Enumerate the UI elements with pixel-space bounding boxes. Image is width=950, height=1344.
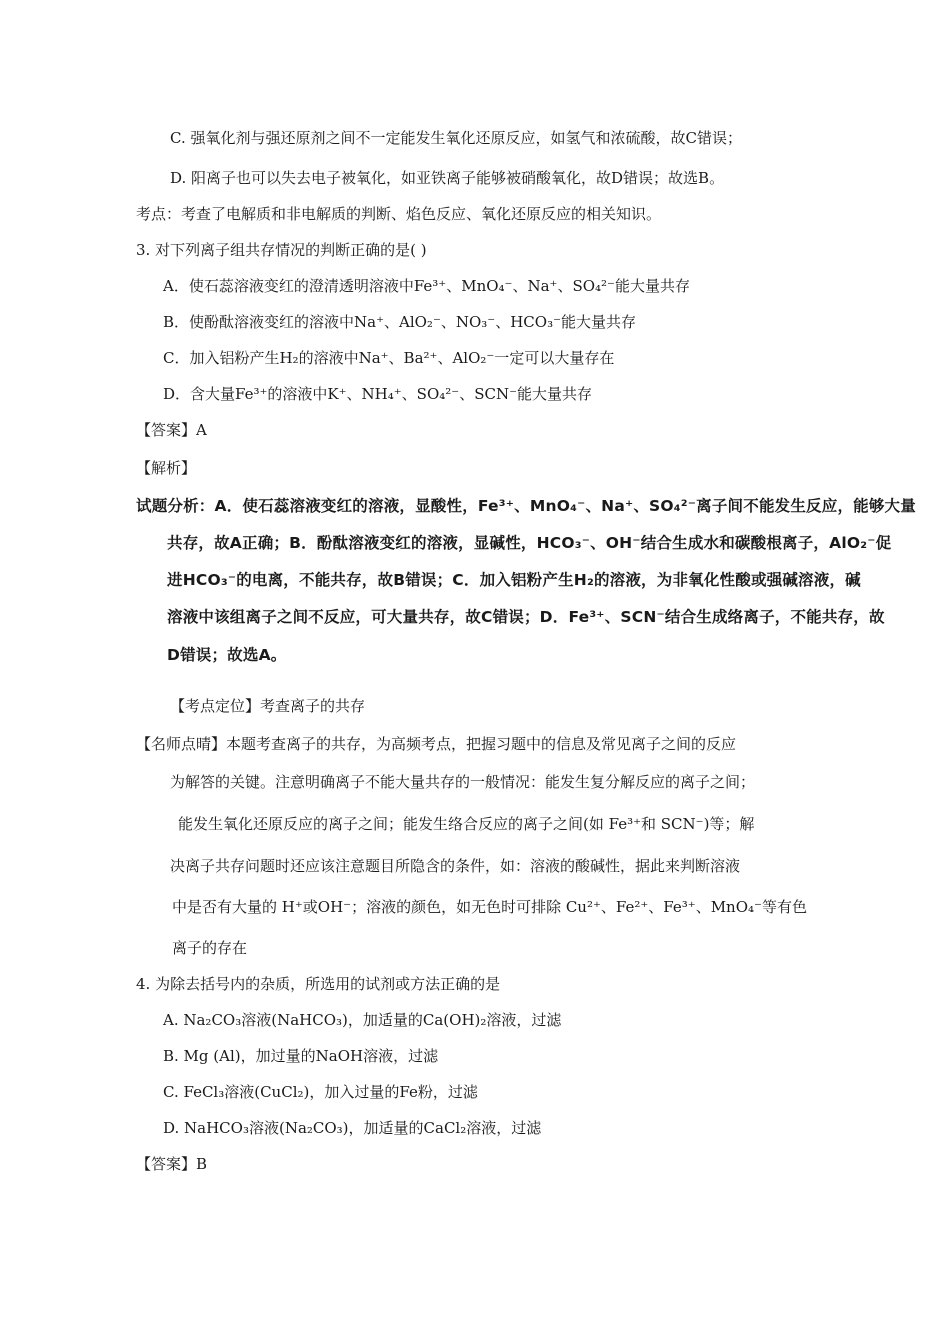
analysis-line-4: 溶液中该组离子之间不反应，可大量共存，故C错误；D．Fe³⁺、SCN⁻结合生成络离子，不能共存，故 <box>167 608 885 626</box>
analysis-heading: 【解析】 <box>136 459 197 477</box>
question-4-option-d: D. NaHCO₃溶液(Na₂CO₃)，加适量的CaCl₂溶液，过滤 <box>163 1119 542 1137</box>
topic-location: 【考点定位】考查离子的共存 <box>170 697 366 715</box>
option-d-explanation: D. 阳离子也可以失去电子被氧化，如亚铁离子能够被硝酸氧化，故D错误；故选B。 <box>170 169 725 187</box>
question-4-answer: 【答案】B <box>136 1155 208 1173</box>
question-4-option-a: A. Na₂CO₃溶液(NaHCO₃)，加适量的Ca(OH)₂溶液，过滤 <box>163 1011 562 1029</box>
analysis-line-5: D错误；故选A。 <box>167 646 287 664</box>
question-4-stem: 4. 为除去括号内的杂质，所选用的试剂或方法正确的是 <box>136 975 501 993</box>
analysis-line-3: 进HCO₃⁻的电离，不能共存，故B错误；C．加入铝粉产生H₂的溶液，为非氧化性酸或强碱溶液，碱 <box>167 571 861 589</box>
question-3-option-a: A．使石蕊溶液变红的澄清透明溶液中Fe³⁺、MnO₄⁻、Na⁺、SO₄²⁻能大量共存 <box>163 277 690 295</box>
teacher-note-line-6: 离子的存在 <box>172 939 248 957</box>
question-4-option-b: B. Mg (Al)，加过量的NaOH溶液，过滤 <box>163 1047 439 1065</box>
analysis-line-1: 试题分析：A．使石蕊溶液变红的溶液，显酸性，Fe³⁺、MnO₄⁻、Na⁺、SO₄²⁻离子间不能发生反应，能够大量 <box>136 497 916 515</box>
question-3-option-d: D．含大量Fe³⁺的溶液中K⁺、NH₄⁺、SO₄²⁻、SCN⁻能大量共存 <box>163 385 592 403</box>
teacher-note-line-1: 【名师点晴】本题考查离子的共存，为高频考点，把握习题中的信息及常见离子之间的反应 <box>136 735 737 753</box>
question-3-option-c: C．加入铝粉产生H₂的溶液中Na⁺、Ba²⁺、AlO₂⁻一定可以大量存在 <box>163 349 615 367</box>
question-3-option-b: B．使酚酞溶液变红的溶液中Na⁺、AlO₂⁻、NO₃⁻、HCO₃⁻能大量共存 <box>163 313 637 331</box>
knowledge-point: 考点：考查了电解质和非电解质的判断、焰色反应、氧化还原反应的相关知识。 <box>136 205 662 223</box>
teacher-note-line-5: 中是否有大量的 H⁺或OH⁻；溶液的颜色，如无色时可排除 Cu²⁺、Fe²⁺、Fe³⁺、MnO₄⁻等有色 <box>172 898 807 916</box>
question-4-option-c: C. FeCl₃溶液(CuCl₂)，加入过量的Fe粉，过滤 <box>163 1083 478 1101</box>
teacher-note-line-2: 为解答的关键。注意明确离子不能大量共存的一般情况：能发生复分解反应的离子之间； <box>170 773 756 791</box>
teacher-note-line-3: 能发生氧化还原反应的离子之间；能发生络合反应的离子之间(如 Fe³⁺和 SCN⁻)等；解 <box>178 815 755 833</box>
teacher-note-line-4: 决离子共存问题时还应该注意题目所隐含的条件，如：溶液的酸碱性，据此来判断溶液 <box>170 857 741 875</box>
question-3-answer: 【答案】A <box>136 421 207 439</box>
question-3-stem: 3. 对下列离子组共存情况的判断正确的是( ) <box>136 241 427 259</box>
option-c-explanation: C. 强氧化剂与强还原剂之间不一定能发生氧化还原反应，如氢气和浓硫酸，故C错误； <box>170 129 742 147</box>
analysis-line-2: 共存，故A正确；B．酚酞溶液变红的溶液，显碱性，HCO₃⁻、OH⁻结合生成水和碳酸根离子，AlO₂⁻促 <box>167 534 892 552</box>
